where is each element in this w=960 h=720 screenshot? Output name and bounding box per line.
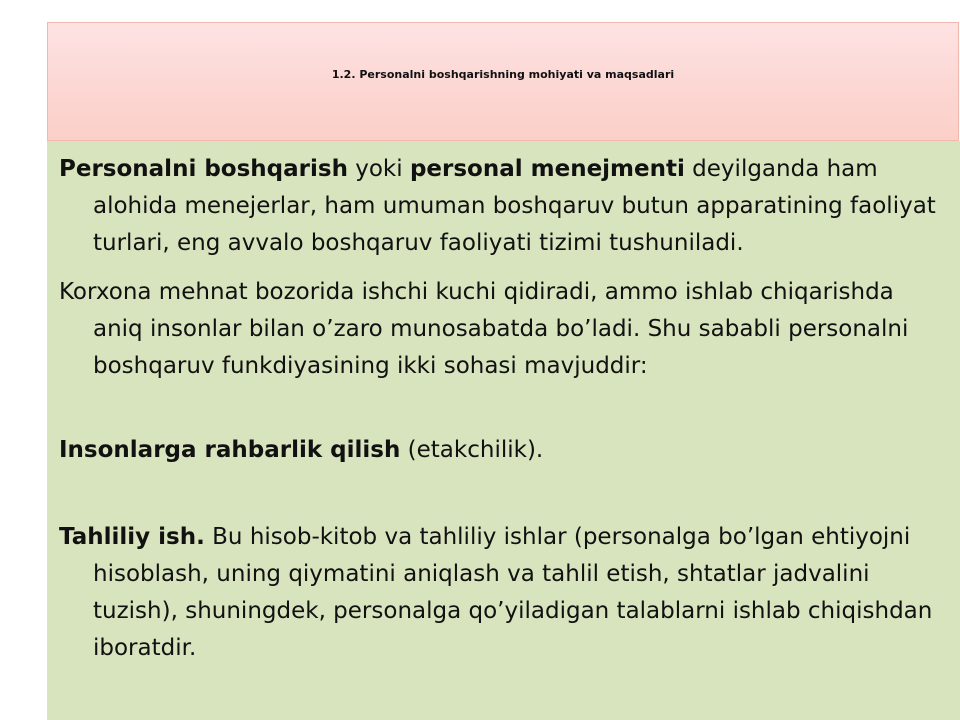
slide-title-box <box>47 22 959 141</box>
term-analytical-work: Tahliliy ish. <box>59 524 205 550</box>
text-analytical-work: Bu hisob-kitob va tahliliy ishlar (personalga bo’lgan ehtiyojni hisoblash, uning qiymatini aniqlash va tahlil etish, shtatlar jadvalini tuzish), shuningdek, personalga qo’yiladigan talablarni ishlab chiqishdan iboratdir. <box>93 524 933 661</box>
paragraph-enterprise: Korxona mehnat bozorida ishchi kuchi qidiradi, ammo ishlab chiqarishda aniq insonlar bilan o’zaro munosabatda bo’ladi. Shu sababli personalni boshqaruv funkdiyasining ikki sohasi mavjuddir: <box>59 279 909 379</box>
paragraph-analytical-work <box>59 519 949 667</box>
slide-title: 1.2. Personalni boshqarishning mohiyati va maqsadlari <box>331 68 675 81</box>
slide-content-box <box>47 141 960 720</box>
term-leadership: Insonlarga rahbarlik qilish <box>59 437 401 463</box>
paragraph-definition <box>59 151 949 262</box>
text-connector: yoki <box>347 156 410 182</box>
term-personnel-management: Personalni boshqarish <box>59 156 348 182</box>
text-definition: deyilganda ham alohida menejerlar, ham umuman boshqaruv butun apparatining faoliyat turlari, eng avvalo boshqaruv faoliyati tizimi tushuniladi. <box>93 156 936 256</box>
text-leadership: (etakchilik). <box>400 437 544 463</box>
term-personnel-menejment: personal menejmenti <box>409 156 685 182</box>
paragraph-leadership <box>59 432 949 469</box>
